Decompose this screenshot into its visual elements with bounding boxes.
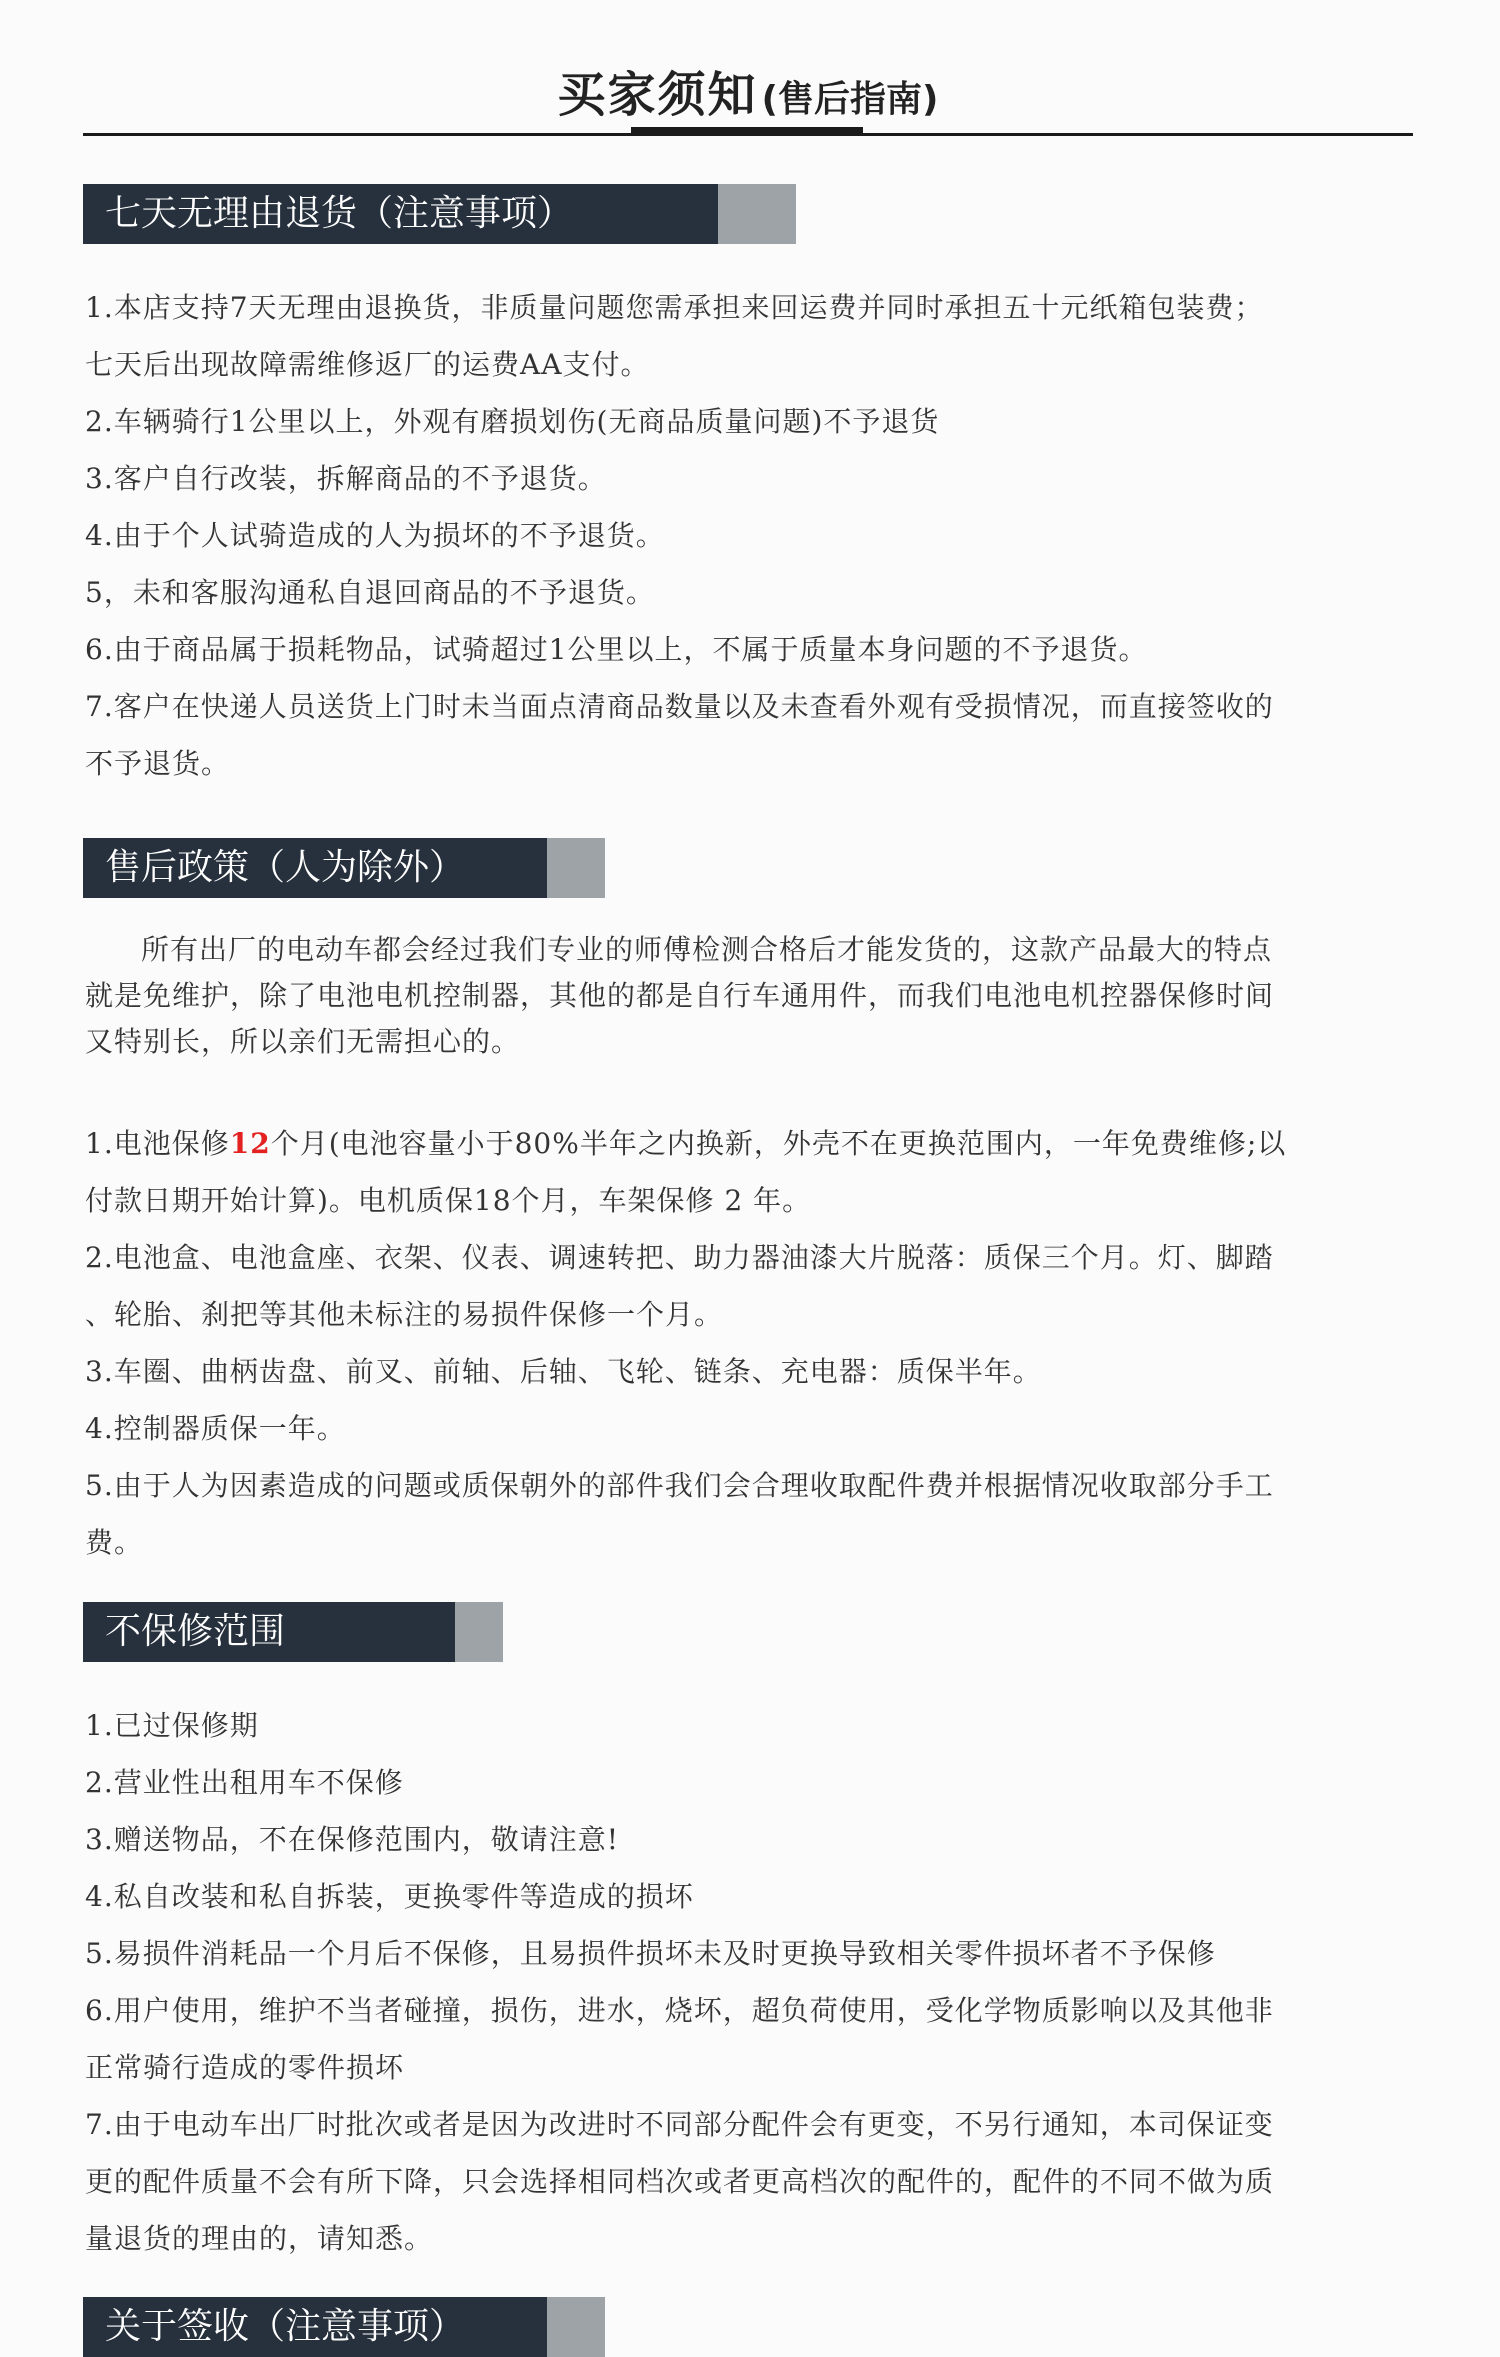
section-title-bar: 七天无理由退货（注意事项）: [83, 184, 718, 244]
section-title-delivery-signing: [83, 2297, 605, 2357]
section-title-warranty-exclusions: [83, 1602, 503, 1662]
list-item: 2.车辆骑行1公里以上，外观有磨损划伤(无商品质量问题)不予退货: [85, 405, 940, 438]
list-item: 2.电池盒、电池盒座、衣架、仪表、调速转把、助力器油漆大片脱落：质保三个月。灯、脚踏: [85, 1241, 1274, 1274]
battery-warranty-suffix: 个月(电池容量小于80%半年之内换新，外壳不在更换范围内，一年免费维修;以: [270, 1127, 1287, 1160]
list-item: 3.车圈、曲柄齿盘、前叉、前轴、后轴、飞轮、链条、充电器：质保半年。: [85, 1355, 1042, 1388]
section-title-tab: [718, 184, 796, 244]
list-item: 3.客户自行改装，拆解商品的不予退货。: [85, 462, 607, 495]
section-body-after-sales-policy: [85, 1115, 1415, 1571]
section-title-bar: 关于签收（注意事项）: [83, 2297, 547, 2357]
battery-warranty-months: 12: [229, 1127, 271, 1160]
intro-line: 又特别长，所以亲们无需担心的。: [85, 1025, 521, 1058]
list-item: 5.由于人为因素造成的问题或质保朝外的部件我们会合理收取配件费并根据情况收取部分手工: [85, 1469, 1274, 1502]
list-item: 更的配件质量不会有所下降，只会选择相同档次或者更高档次的配件的，配件的不同不做为质: [85, 2165, 1275, 2198]
section-title-tab: [547, 2297, 605, 2357]
list-item: 5，未和客服沟通私自退回商品的不予退货。: [85, 576, 655, 609]
page-header: [83, 40, 1413, 140]
list-item: 1.本店支持7天无理由退换货，非质量问题您需承担来回运费并同时承担五十元纸箱包装费；: [85, 291, 1264, 324]
section-title-bar: 不保修范围: [83, 1602, 455, 1662]
intro-line: 所有出厂的电动车都会经过我们专业的师傅检测合格后才能发货的，这款产品最大的特点: [141, 933, 1273, 966]
list-item: 3.赠送物品，不在保修范围内，敬请注意!: [85, 1823, 619, 1856]
section-title-after-sales-policy: [83, 838, 605, 898]
section-title-bar: 售后政策（人为除外）: [83, 838, 547, 898]
list-item: 4.控制器质保一年。: [85, 1412, 346, 1445]
section-title-tab: [547, 838, 605, 898]
section-intro-after-sales-policy: [85, 927, 1415, 1065]
list-item: 付款日期开始计算)。电机质保18个月，车架保修 2 年。: [85, 1184, 812, 1217]
list-item: 4.由于个人试骑造成的人为损坏的不予退货。: [85, 519, 665, 552]
list-item: 、轮胎、刹把等其他未标注的易损件保修一个月。: [85, 1298, 724, 1331]
battery-warranty-prefix: 1.电池保修: [85, 1127, 230, 1160]
list-item: 不予退货。: [85, 747, 231, 780]
list-item: 5.易损件消耗品一个月后不保修，且易损件损坏未及时更换导致相关零件损坏者不予保修: [85, 1937, 1216, 1970]
list-item: 7.由于电动车出厂时批次或者是因为改进时不同部分配件会有更变，不另行通知，本司保证变: [85, 2108, 1274, 2141]
list-item: 费。: [85, 1526, 144, 1559]
list-item: 2.营业性出租用车不保修: [85, 1766, 404, 1799]
list-item: 七天后出现故障需维修返厂的运费AA支付。: [85, 348, 650, 381]
list-item: 6.用户使用，维护不当者碰撞，损伤，进水，烧坏，超负荷使用，受化学物质影响以及其他非: [85, 1994, 1274, 2027]
list-item: 6.由于商品属于损耗物品，试骑超过1公里以上，不属于质量本身问题的不予退货。: [85, 633, 1148, 666]
list-item-battery-warranty: [85, 1115, 1415, 1172]
page-title: [83, 56, 1413, 125]
list-item: 正常骑行造成的零件损坏: [85, 2051, 405, 2084]
page-title-main: 买家须知: [557, 67, 758, 123]
list-item: 7.客户在快递人员送货上门时未当面点清商品数量以及未查看外观有受损情况，而直接签收的: [85, 690, 1274, 723]
section-body-seven-day-return: [85, 279, 1415, 792]
header-divider-accent: [631, 127, 863, 135]
list-item: 1.已过保修期: [85, 1709, 259, 1742]
list-item: 4.私自改装和私自拆装，更换零件等造成的损坏: [85, 1880, 694, 1913]
section-title-tab: [455, 1602, 503, 1662]
section-title-seven-day-return: [83, 184, 796, 244]
section-body-warranty-exclusions: [85, 1697, 1415, 2267]
intro-line: 就是免维护，除了电池电机控制器，其他的都是自行车通用件，而我们电池电机控器保修时间: [85, 979, 1275, 1012]
page-title-subtitle: (售后指南): [761, 79, 939, 120]
list-item: 量退货的理由的，请知悉。: [85, 2222, 434, 2255]
